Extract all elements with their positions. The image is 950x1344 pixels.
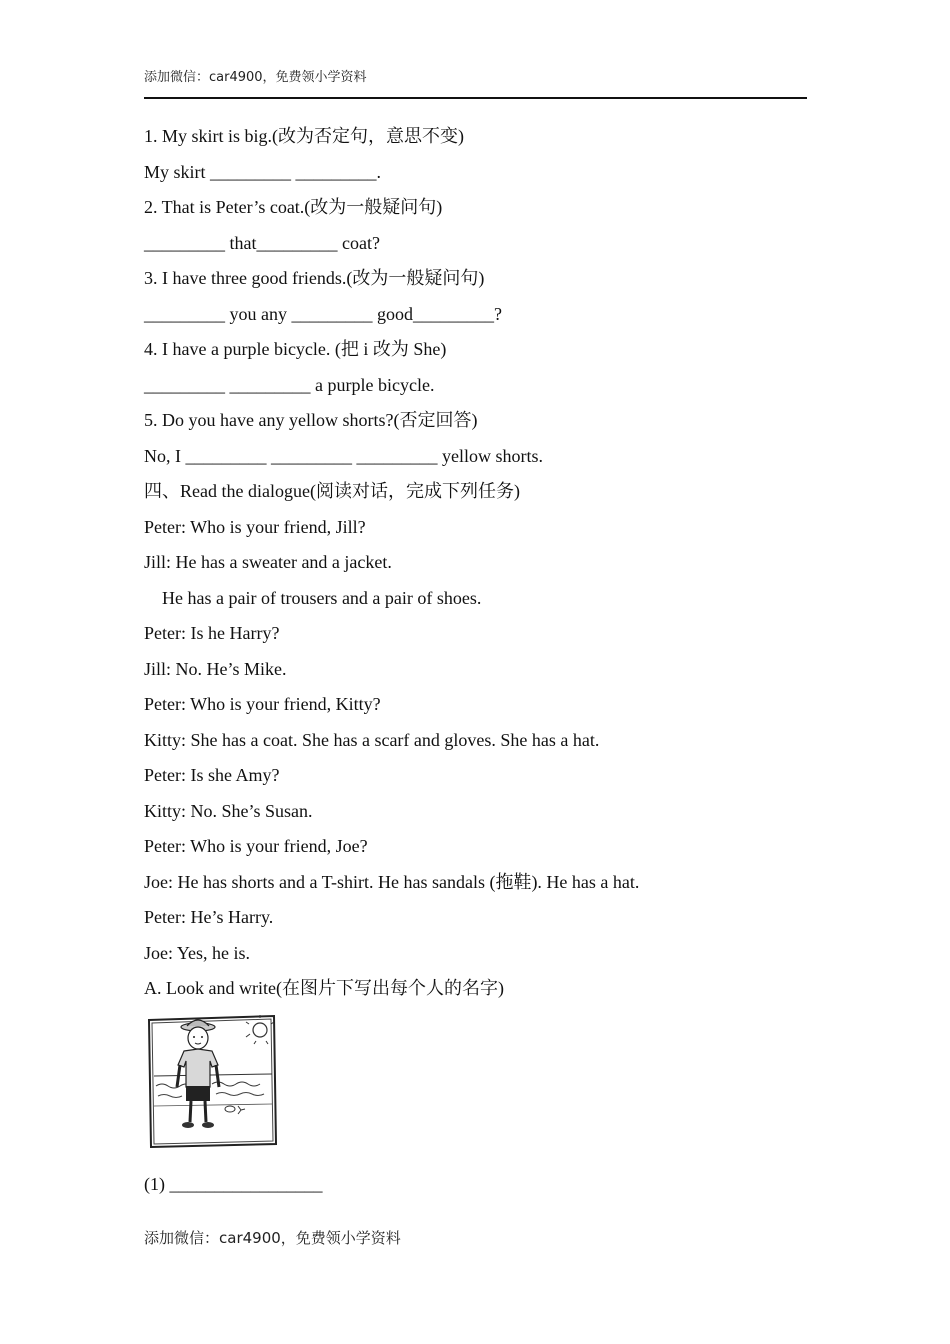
task-a-heading: A. Look and write(在图片下写出每个人的名字): [144, 978, 504, 998]
dialogue-line: Kitty: No. She’s Susan.: [144, 801, 313, 821]
dialogue-line: Jill: No. He’s Mike.: [144, 659, 287, 679]
question-2: 2. That is Peter’s coat.(改为一般疑问句): [144, 197, 443, 217]
answer-3: _________ you any _________ good_________?: [144, 304, 502, 324]
footer-note: 添加微信：car4900，免费领小学资料: [144, 1229, 401, 1247]
dialogue-line: Peter: Is he Harry?: [144, 623, 280, 643]
dialogue-line: Peter: Is she Amy?: [144, 765, 280, 785]
dialogue-line: Kitty: She has a coat. She has a scarf and gloves. She has a hat.: [144, 730, 600, 750]
question-5: 5. Do you have any yellow shorts?(否定回答): [144, 410, 478, 430]
dialogue-line: Peter: Who is your friend, Kitty?: [144, 694, 381, 714]
question-4: 4. I have a purple bicycle. (把 i 改为 She): [144, 339, 447, 359]
answer-4: _________ _________ a purple bicycle.: [144, 375, 435, 395]
question-3: 3. I have three good friends.(改为一般疑问句): [144, 268, 485, 288]
beach-boy-illustration: [146, 1014, 278, 1148]
dialogue-line: Joe: He has shorts and a T-shirt. He has sandals (拖鞋). He has a hat.: [144, 872, 640, 892]
answer-blank-1: (1) _________________: [144, 1174, 323, 1194]
dialogue-line: Peter: Who is your friend, Joe?: [144, 836, 368, 856]
header-divider: [144, 97, 807, 99]
dialogue-line: Jill: He has a sweater and a jacket.: [144, 552, 392, 572]
dialogue-line: Peter: Who is your friend, Jill?: [144, 517, 366, 537]
dialogue-line: He has a pair of trousers and a pair of shoes.: [144, 588, 482, 608]
question-1: 1. My skirt is big.(改为否定句，意思不变): [144, 126, 464, 146]
dialogue-line: Peter: He’s Harry.: [144, 907, 274, 927]
section-heading: 四、Read the dialogue(阅读对话，完成下列任务): [144, 481, 520, 501]
answer-5: No, I _________ _________ _________ yellow shorts.: [144, 446, 543, 466]
dialogue-line: Joe: Yes, he is.: [144, 943, 251, 963]
answer-1: My skirt _________ _________.: [144, 162, 382, 182]
header-note: 添加微信：car4900，免费领小学资料: [144, 70, 367, 85]
answer-2: _________ that_________ coat?: [144, 233, 380, 253]
